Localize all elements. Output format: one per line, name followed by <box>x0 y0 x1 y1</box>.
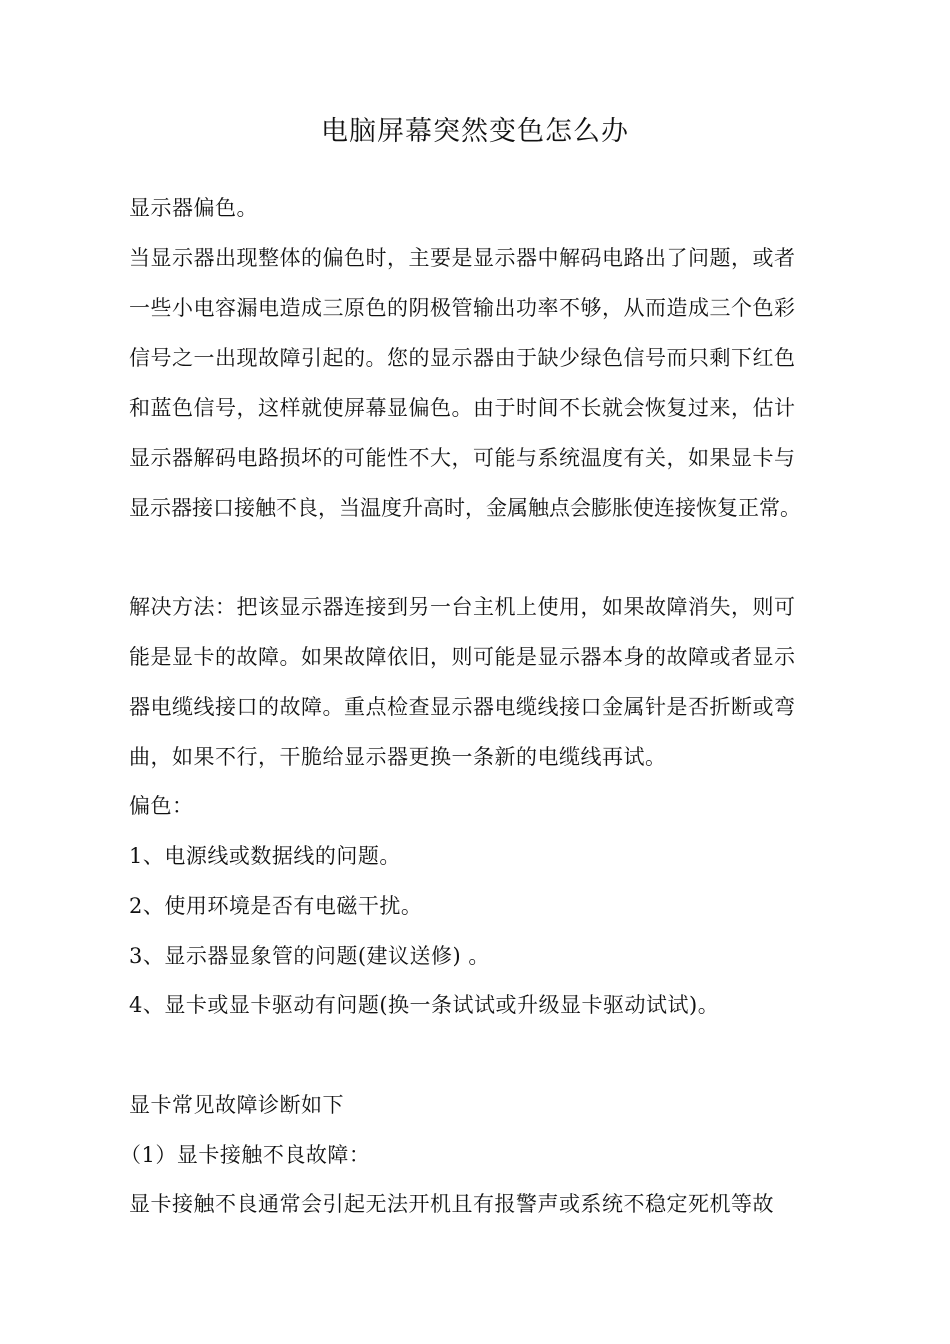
text-line: 当显示器出现整体的偏色时，主要是显示器中解码电路出了问题，或者 <box>129 246 796 270</box>
section-heading: 显卡常见故障诊断如下 <box>129 1093 344 1117</box>
text-line: 偏色： <box>129 794 194 818</box>
subsection-heading: （1）显卡接触不良故障： <box>120 1143 371 1167</box>
text-line: 显示器解码电路损坏的可能性不大，可能与系统温度有关，如果显卡与 <box>129 446 796 470</box>
document-title: 电脑屏幕突然变色怎么办 <box>321 116 629 147</box>
text-line: 显示器接口接触不良，当温度升高时，金属触点会膨胀使连接恢复正常。 <box>129 496 801 520</box>
text-line: 和蓝色信号，这样就使屏幕显偏色。由于时间不长就会恢复过来，估计 <box>129 396 796 420</box>
text-line: 显卡接触不良通常会引起无法开机且有报警声或系统不稳定死机等故 <box>129 1192 774 1216</box>
text-line: 显示器偏色。 <box>129 196 258 220</box>
text-line: 一些小电容漏电造成三原色的阴极管输出功率不够，从而造成三个色彩 <box>129 296 796 320</box>
list-item: 4、显卡或显卡驱动有问题(换一条试试或升级显卡驱动试试)。 <box>129 993 720 1017</box>
text-line: 信号之一出现故障引起的。您的显示器由于缺少绿色信号而只剩下红色 <box>129 346 796 370</box>
text-line: 解决方法：把该显示器连接到另一台主机上使用，如果故障消失，则可 <box>129 595 796 619</box>
list-item: 3、显示器显象管的问题(建议送修) 。 <box>129 944 490 968</box>
text-line: 器电缆线接口的故障。重点检查显示器电缆线接口金属针是否折断或弯 <box>129 695 796 719</box>
list-item: 2、使用环境是否有电磁干扰。 <box>129 894 423 918</box>
text-line: 能是显卡的故障。如果故障依旧，则可能是显示器本身的故障或者显示 <box>129 645 796 669</box>
list-item: 1、电源线或数据线的问题。 <box>129 844 401 868</box>
text-line: 曲，如果不行，干脆给显示器更换一条新的电缆线再试。 <box>129 745 667 769</box>
